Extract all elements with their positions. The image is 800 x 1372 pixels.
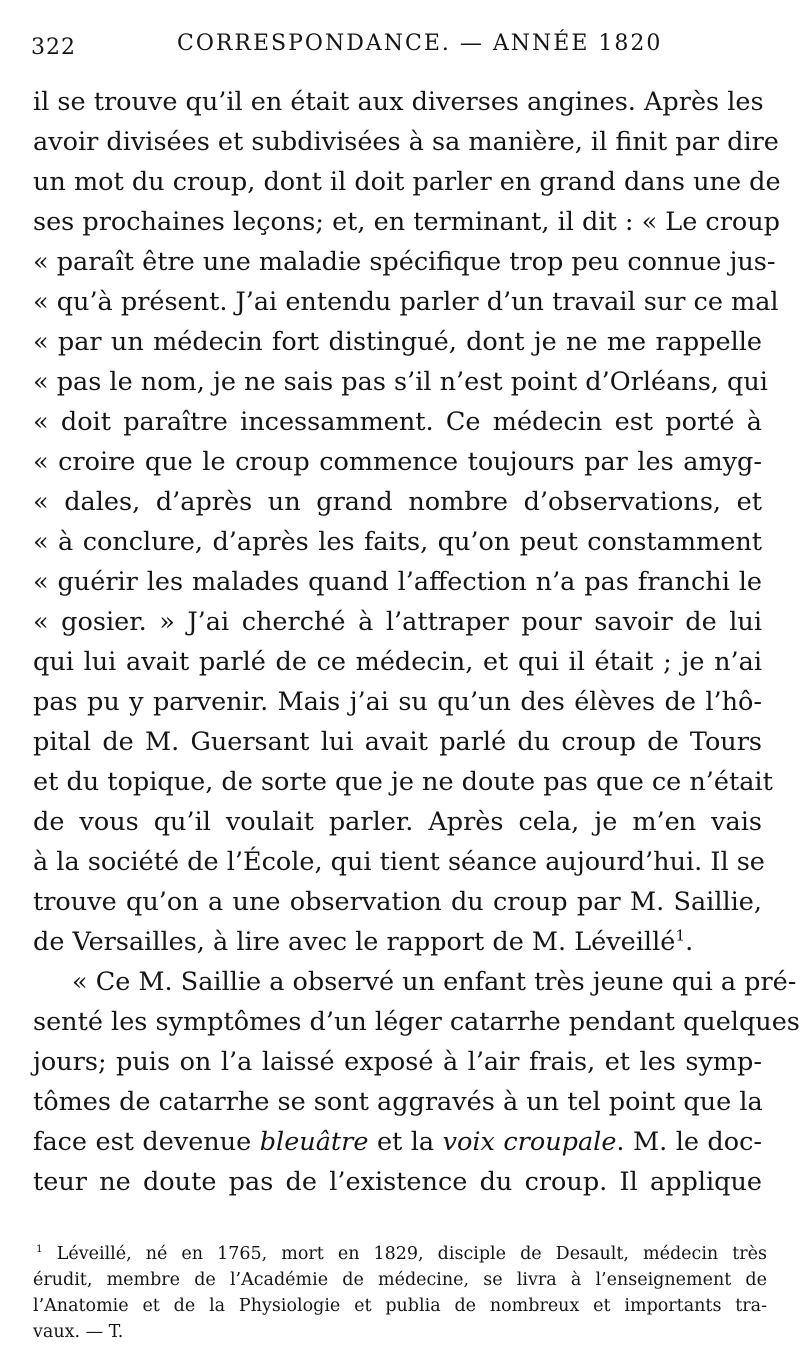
- text-line: « gosier. » J’ai cherché à l’attraper pour savoir de lui: [33, 607, 762, 637]
- text-line: trouve qu’on a une observation du croup par M. Saillie,: [33, 887, 762, 917]
- text-line: et du topique, de sorte que je ne doute pas que ce n’était: [33, 767, 773, 797]
- text-line: tômes de catarrhe se sont aggravés à un tel point que la: [33, 1087, 763, 1117]
- footnote-line: vaux. — T.: [33, 1322, 124, 1342]
- footnote-line: l’Anatomie et de la Physiologie et publia de nombreux et importants tra-: [33, 1296, 767, 1316]
- footnote-line: [36, 1242, 767, 1266]
- text-line: à la société de l’École, qui tient séance aujourd’hui. Il se: [33, 847, 765, 877]
- text-line: pital de M. Guersant lui avait parlé du croup de Tours: [33, 727, 762, 757]
- text-line: « doit paraître incessamment. Ce médecin est porté à: [33, 407, 762, 437]
- text-line: « paraît être une maladie spécifique trop peu connue jus-: [33, 247, 776, 277]
- text-line: « dales, d’après un grand nombre d’observations, et: [33, 487, 762, 517]
- text-line: « croire que le croup commence toujours par les amyg-: [33, 447, 762, 477]
- italic-term: voix croupale: [442, 1127, 617, 1157]
- running-header: [31, 31, 766, 65]
- text-line: « par un médecin fort distingué, dont je ne me rappelle: [33, 327, 762, 357]
- text-line: avoir divisées et subdivisées à sa manière, il finit par dire: [33, 127, 779, 157]
- text-line: [33, 1124, 762, 1160]
- text-line: ses prochaines leçons; et, en terminant, il dit : « Le croup: [33, 207, 780, 237]
- text-line: « à conclure, d’après les faits, qu’on peut constamment: [33, 527, 762, 557]
- text-line: senté les symptômes d’un léger catarrhe pendant quelques: [33, 1007, 800, 1037]
- text-line: teur ne doute pas de l’existence du croup. Il applique: [33, 1167, 762, 1197]
- page-number: 322: [31, 35, 76, 60]
- text-line: qui lui avait parlé de ce médecin, et qui il était ; je n’ai: [33, 647, 762, 677]
- text-line: « qu’à présent. J’ai entendu parler d’un travail sur ce mal: [33, 287, 779, 317]
- text-line: pas pu y parvenir. Mais j’ai su qu’un des élèves de l’hô-: [33, 687, 762, 717]
- text-line: « guérir les malades quand l’affection n’a pas franchi le: [33, 567, 762, 597]
- italic-term: bleuâtre: [259, 1127, 369, 1157]
- text-line: de Versailles, à lire avec le rapport de M. Léveillé$^1$.: [33, 926, 694, 957]
- running-title: CORRESPONDANCE. — ANNÉE 1820: [177, 31, 663, 56]
- text-line: un mot du croup, dont il doit parler en grand dans une de: [33, 167, 781, 197]
- text-line: il se trouve qu’il en était aux diverses angines. Après les: [33, 87, 764, 117]
- footnote-reference: 1: [675, 926, 686, 945]
- footnote-marker: 1: [36, 1243, 43, 1256]
- text-line: de vous qu’il voulait parler. Après cela, je m’en vais: [33, 807, 762, 837]
- text-line: jours; puis on l’a laissé exposé à l’air frais, et les symp-: [33, 1047, 762, 1077]
- text-segment: et la: [368, 1127, 443, 1157]
- text-line: « Ce M. Saillie a observé un enfant très jeune qui a pré-: [72, 967, 797, 997]
- footnote-text: Léveillé, né en 1765, mort en 1829, disciple de Desault, médecin très: [56, 1244, 767, 1264]
- text-segment: face est devenue: [33, 1127, 260, 1157]
- footnote-line: érudit, membre de l’Académie de médecine, se livra à l’enseignement de: [33, 1270, 767, 1290]
- text-segment: . M. le doc-: [616, 1127, 762, 1157]
- text-line: « pas le nom, je ne sais pas s’il n’est point d’Orléans, qui: [33, 367, 768, 397]
- text-segment: de Versailles, à lire avec le rapport de M. Léveillé: [33, 927, 676, 957]
